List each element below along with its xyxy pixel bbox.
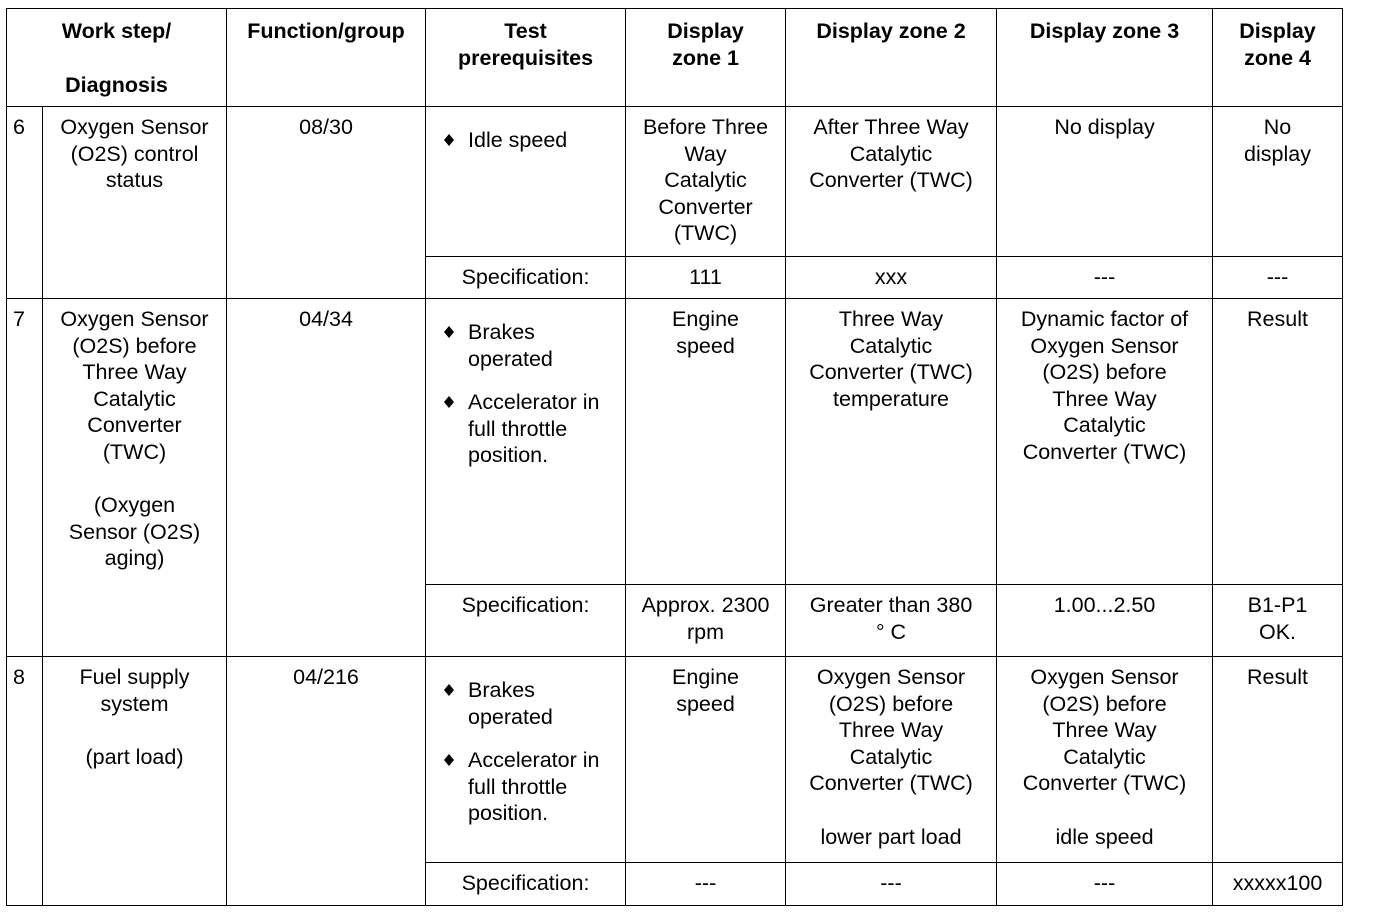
prerequisites-cell	[426, 657, 626, 863]
cell-line: Oxygen Sensor	[1030, 333, 1179, 358]
cell-line: Result	[1247, 307, 1308, 331]
cell-line: xxxxx100	[1232, 871, 1323, 895]
display-zone-4-cell	[1213, 299, 1343, 585]
cell-line: Catalytic	[849, 141, 933, 166]
specification-zone-4	[1213, 257, 1343, 299]
prerequisite-item	[444, 677, 621, 730]
header-work-step	[7, 9, 227, 107]
cell-line: ° C	[875, 619, 907, 644]
specification-zone-3	[997, 863, 1213, 906]
table-row	[7, 299, 1343, 585]
specification-zone-4	[1213, 585, 1343, 657]
specification-zone-3	[997, 585, 1213, 657]
prerequisite-item	[444, 127, 621, 154]
display-zone-3-cell	[997, 107, 1213, 257]
cell-line: ---	[1093, 265, 1116, 289]
display-zone-2-cell	[786, 107, 997, 257]
cell-line: Oxygen Sensor	[60, 115, 209, 139]
cell-line: ---	[880, 871, 902, 895]
display-zone-1-cell	[626, 299, 786, 585]
diagnosis-cell	[43, 657, 227, 906]
cell-line: idle speed	[1055, 824, 1154, 849]
cell-line: system	[100, 691, 169, 716]
display-zone-4-cell	[1213, 107, 1343, 257]
header-zone4-line1: Display	[1239, 19, 1316, 43]
cell-line: Catalytic	[849, 744, 933, 769]
cell-line: Converter (TWC)	[809, 360, 973, 384]
specification-label: Specification:	[426, 257, 626, 299]
cell-line: Catalytic	[1063, 744, 1146, 769]
cell-line: rpm	[687, 619, 725, 644]
header-zone4-line2: zone 4	[1244, 45, 1311, 70]
diamond-bullet-icon	[444, 684, 454, 694]
cell-line: Way	[684, 141, 727, 166]
cell-line: temperature	[833, 386, 949, 411]
cell-line: Catalytic	[93, 386, 176, 411]
header-diagnosis-line: Diagnosis	[65, 72, 168, 97]
cell-line: speed	[676, 333, 735, 358]
diagnosis-cell	[43, 107, 227, 299]
cell-line: Oxygen Sensor	[1030, 665, 1179, 689]
table-row	[7, 657, 1343, 863]
header-zone2-line: Display zone 2	[816, 19, 966, 43]
header-display-zone-4	[1213, 9, 1343, 107]
cell-line: 1.00...2.50	[1053, 593, 1156, 617]
function-group-cell: 08/30	[227, 107, 426, 299]
prerequisite-text: Brakes operated	[468, 320, 553, 371]
specification-label: Specification:	[426, 585, 626, 657]
header-function-group-line: Function/group	[247, 19, 405, 43]
cell-line: (TWC)	[673, 221, 738, 245]
display-zone-3-cell	[997, 657, 1213, 863]
display-zone-4-cell	[1213, 657, 1343, 863]
cell-line: (Oxygen	[93, 493, 176, 517]
cell-line: Oxygen Sensor	[60, 307, 209, 331]
specification-zone-2	[786, 585, 997, 657]
cell-line: Result	[1247, 665, 1308, 689]
cell-line: lower part load	[820, 824, 962, 849]
header-function-group	[227, 9, 426, 107]
cell-line: Oxygen Sensor	[816, 665, 966, 689]
specification-zone-3	[997, 257, 1213, 299]
cell-line: Three Way	[1052, 386, 1157, 411]
cell-line: Dynamic factor of	[1020, 307, 1189, 331]
cell-line: Engine	[672, 307, 739, 331]
cell-line: aging)	[104, 546, 165, 570]
cell-line: (TWC)	[102, 439, 167, 464]
header-test-line: Test	[504, 19, 547, 43]
specification-zone-2	[786, 257, 997, 299]
header-display-zone-2	[786, 9, 997, 107]
specification-zone-2	[786, 863, 997, 906]
specification-zone-1	[626, 863, 786, 906]
diagnosis-table	[6, 8, 1343, 906]
cell-line: 111	[689, 265, 722, 289]
cell-line: Catalytic	[849, 333, 933, 358]
prerequisite-item	[444, 389, 621, 469]
header-display-zone-3	[997, 9, 1213, 107]
cell-line: Converter (TWC)	[809, 168, 973, 192]
cell-line: Sensor (O2S)	[68, 519, 201, 544]
prerequisite-text: Idle speed	[468, 128, 568, 152]
cell-line: No display	[1054, 115, 1155, 139]
cell-line: ---	[1266, 265, 1289, 289]
header-work-step-line: Work step/	[61, 19, 172, 43]
cell-line: xxx	[874, 265, 908, 289]
cell-line: Converter	[658, 194, 753, 219]
cell-line: ---	[694, 871, 717, 895]
cell-line: Converter (TWC)	[809, 771, 973, 795]
cell-line: Converter	[87, 413, 182, 437]
display-zone-1-cell	[626, 657, 786, 863]
display-zone-2-cell	[786, 657, 997, 863]
function-group-cell: 04/34	[227, 299, 426, 657]
diamond-bullet-icon	[444, 326, 454, 336]
cell-line: Three Way	[82, 360, 187, 384]
step-number: 7	[7, 299, 43, 657]
step-number: 6	[7, 107, 43, 299]
prerequisites-cell	[426, 107, 626, 257]
cell-line: (O2S) control	[70, 141, 199, 166]
cell-line: OK.	[1258, 619, 1297, 644]
cell-line: (O2S) before	[1042, 691, 1167, 716]
cell-line: (O2S) before	[72, 333, 197, 358]
cell-line: Catalytic	[1063, 413, 1146, 437]
header-prerequisites-line: prerequisites	[458, 45, 594, 70]
cell-line: speed	[676, 691, 735, 716]
cell-line: display	[1244, 141, 1311, 166]
cell-line: (O2S) before	[1042, 360, 1167, 384]
diamond-bullet-icon	[444, 134, 454, 144]
cell-line: No	[1263, 115, 1292, 139]
cell-line: B1-P1	[1247, 593, 1308, 617]
cell-line: Converter (TWC)	[1022, 439, 1187, 464]
header-zone1-line1: Display	[667, 19, 744, 43]
cell-line: Approx. 2300	[641, 593, 770, 617]
cell-line: After Three Way	[813, 115, 969, 139]
prerequisite-text: Brakes operated	[468, 678, 553, 729]
display-zone-3-cell	[997, 299, 1213, 585]
prerequisite-text: Accelerator in full throttle position.	[468, 390, 600, 467]
header-zone1-line2: zone 1	[672, 45, 739, 70]
specification-label: Specification:	[426, 863, 626, 906]
header-test-prerequisites	[426, 9, 626, 107]
prerequisite-text: Accelerator in full throttle position.	[468, 748, 600, 825]
cell-line: Fuel supply	[79, 665, 190, 689]
cell-line: Before Three	[642, 115, 769, 139]
cell-line: status	[105, 168, 164, 192]
cell-line: (O2S) before	[828, 691, 954, 716]
header-display-zone-1	[626, 9, 786, 107]
cell-line: ---	[1093, 871, 1116, 895]
table-row	[7, 107, 1343, 257]
cell-line: Three Way	[1052, 718, 1157, 742]
cell-line: Three Way	[838, 718, 944, 742]
header-row	[7, 9, 1343, 107]
step-number: 8	[7, 657, 43, 906]
diamond-bullet-icon	[444, 396, 454, 406]
cell-line: Three Way	[838, 307, 944, 331]
display-zone-2-cell	[786, 299, 997, 585]
cell-line: Greater than 380	[809, 593, 973, 617]
cell-line: Engine	[672, 665, 739, 689]
prerequisite-item	[444, 319, 621, 372]
prerequisite-item	[444, 747, 621, 827]
specification-zone-1	[626, 257, 786, 299]
specification-zone-4	[1213, 863, 1343, 906]
diamond-bullet-icon	[444, 754, 454, 764]
cell-line: Converter (TWC)	[1022, 771, 1187, 795]
prerequisites-cell	[426, 299, 626, 585]
function-group-cell: 04/216	[227, 657, 426, 906]
specification-zone-1	[626, 585, 786, 657]
header-zone3-line: Display zone 3	[1029, 19, 1180, 43]
diagnosis-cell	[43, 299, 227, 657]
display-zone-1-cell	[626, 107, 786, 257]
cell-line: (part load)	[85, 745, 184, 769]
cell-line: Catalytic	[664, 168, 747, 192]
